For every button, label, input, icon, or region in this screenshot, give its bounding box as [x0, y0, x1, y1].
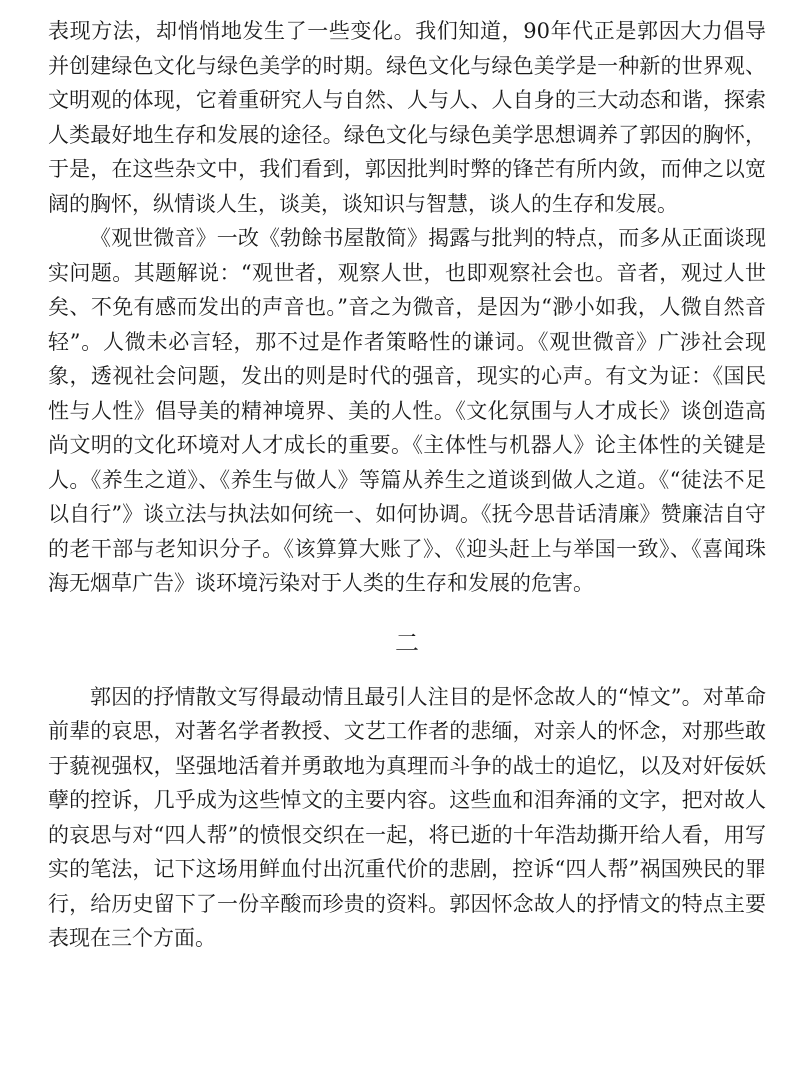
paragraph: 《观世微音》一改《勃餘书屋散简》揭露与批判的特点，而多从正面谈现实问题。其题解说：“观世者，观察人世，也即观察社会也。音者，观过人世矣、不免有感而发出的声音也。”音之为微音，是因为“渺小如我，人微自然音轻”。人微未必言轻，那不过是作者策略性的谦词。《观世微音》广涉社会现象，透视社会问题，发出的则是时代的强音，现实的心声。有文为证：《国民性与人性》倡导美的精神境界、美的人性。《文化氛围与人才成长》谈创造高尚文明的文化环境对人才成长的重要。《主体性与机器人》论主体性的关键是人。《养生之道》、《养生与做人》等篇从养生之道谈到做人之道。《“徒法不足以自行”》谈立法与执法如何统一、如何协调。《抚今思昔话清廉》赞廉洁自守的老干部与老知识分子。《该算算大账了》、《迎头赶上与举国一致》、《喜闻珠海无烟草广告》谈环境污染对于人类的生存和发展的危害。	[48, 226, 766, 595]
paragraph: 表现方法，却悄悄地发生了一些变化。我们知道，90年代正是郭因大力倡导并创建绿色文化与绿色美学的时期。绿色文化与绿色美学是一种新的世界观、文明观的体现，它着重研究人与自然、人与人、人自身的三大动态和谐，探索人类最好地生存和发展的途径。绿色文化与绿色美学思想调养了郭因的胸怀，于是，在这些杂文中，我们看到，郭因批判时弊的锋芒有所内敛，而伸之以宽阔的胸怀，纵情谈人生，谈美，谈知识与智慧，谈人的生存和发展。	[48, 19, 766, 216]
section-number: 二	[395, 628, 419, 657]
paragraph: 郭因的抒情散文写得最动情且最引人注目的是怀念故人的“悼文”。对革命前辈的哀思，对著名学者教授、文艺工作者的悲缅，对亲人的怀念，对那些敢于藐视强权，坚强地活着并勇敢地为真理而斗争的战士的追忆，以及对奸佞妖孽的控诉，几乎成为这些悼文的主要内容。这些血和泪奔涌的文字，把对故人的哀思与对“四人帮”的愤恨交织在一起，将已逝的十年浩劫撕开给人看，用写实的笔法，记下这场用鲜血付出沉重代价的悲剧，控诉“四人帮”祸国殃民的罪行，给历史留下了一份辛酸而珍贵的资料。郭因怀念故人的抒情文的特点主要表现在三个方面。	[48, 684, 766, 950]
